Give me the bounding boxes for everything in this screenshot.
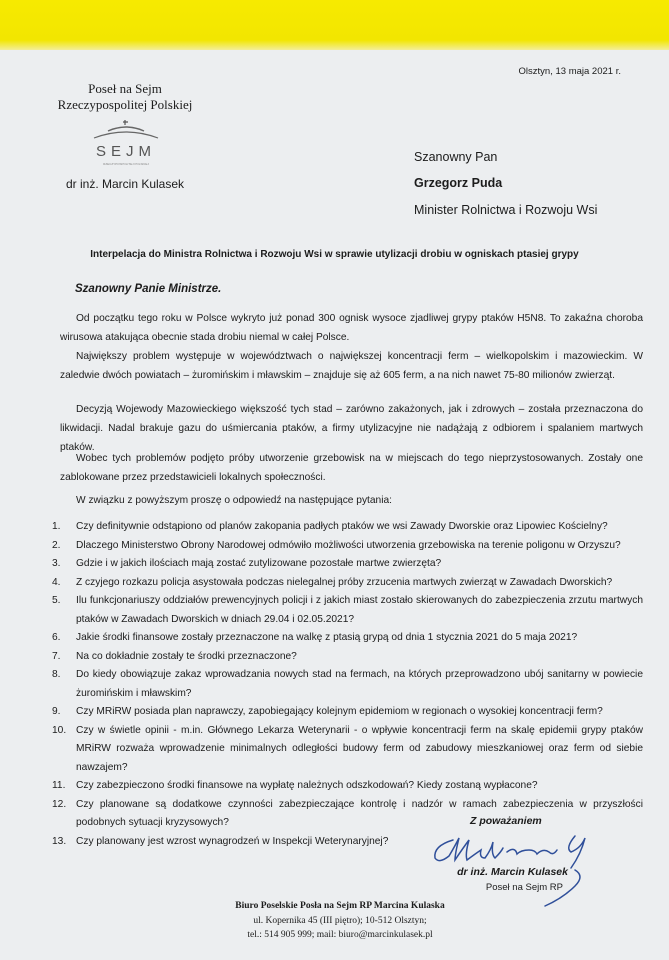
recipient-name: Grzegorz Puda bbox=[414, 176, 503, 190]
logo-subtext: RZECZYPOSPOLITEJ POLSKIEJ bbox=[103, 162, 149, 166]
question-number: 4. bbox=[52, 576, 61, 588]
question-number: 3. bbox=[52, 558, 61, 569]
logo-text: SEJM bbox=[95, 143, 157, 160]
paragraph: W związku z powyższym proszę o odpowiedź na następujące pytania: bbox=[76, 495, 392, 506]
recipient-position: Minister Rolnictwa i Rozwoju Wsi bbox=[414, 203, 598, 217]
question-item bbox=[52, 777, 643, 796]
signature-role: Poseł na Sejm RP bbox=[485, 882, 563, 893]
footer-office: Biuro Poselskie Posła na Sejm RP Marcina Kulaska bbox=[235, 901, 445, 911]
question-item bbox=[52, 796, 643, 833]
question-number: 5. bbox=[52, 595, 61, 606]
question-item bbox=[52, 555, 643, 574]
yellow-banner bbox=[0, 0, 669, 50]
question-item bbox=[52, 518, 643, 537]
question-number: 8. bbox=[52, 669, 61, 680]
question-text: Do kiedy obowiązuje zakaz wprowadzania nowych stad na fermach, na których przeprowadzono ubój sanitarny w powiecie żuromińskim i mławskim? bbox=[76, 669, 643, 699]
question-number: 1. bbox=[52, 521, 61, 532]
question-text: Z czyjego rozkazu policja asystowała podczas nielegalnej próby zrzucenia martwych zwierząt w Zawadach Dworskich? bbox=[76, 576, 613, 588]
letter-date: Olsztyn, 13 maja 2021 r. bbox=[518, 66, 621, 77]
letter-title: Interpelacja do Ministra Rolnictwa i Rozwoju Wsi w sprawie utylizacji drobiu w ogniskach ptasiej grypy bbox=[90, 249, 579, 260]
question-item bbox=[52, 722, 643, 778]
question-text: Ilu funkcjonariuszy oddziałów prewencyjnych policji i z jakich miast zostało skierowanych do zabezpieczenia zrzutu martwych ptaków w Zawadach Dworskich w dniach 29.04 i 02.05.2021? bbox=[76, 595, 643, 625]
question-number: 13. bbox=[52, 835, 67, 847]
question-number: 10. bbox=[52, 724, 67, 736]
sender-line-2: Rzeczypospolitej Polskiej bbox=[57, 97, 193, 112]
question-number: 11. bbox=[52, 780, 66, 791]
question-number: 2. bbox=[52, 539, 61, 551]
greeting: Szanowny Panie Ministrze. bbox=[75, 283, 222, 295]
question-item bbox=[52, 574, 643, 593]
questions-list bbox=[52, 518, 643, 851]
paragraph: Od początku tego roku w Polsce wykryto już ponad 300 ognisk wysoce zjadliwej grypy ptaków H5N8. To zakaźna choroba wirusowa atakująca obecnie stada drobiu niemal w całej Polsce. bbox=[60, 313, 643, 343]
sender-line-1: Poseł na Sejm bbox=[88, 81, 162, 96]
question-text: Dlaczego Ministerstwo Obrony Narodowej odmówiło możliwości utworzenia grzebowiska na terenie poligonu w Orzyszu? bbox=[76, 539, 621, 551]
office-footer bbox=[190, 899, 490, 943]
sejm-logo bbox=[88, 118, 164, 168]
question-number: 6. bbox=[52, 632, 61, 643]
question-item bbox=[52, 703, 643, 722]
sender-name: dr inż. Marcin Kulasek bbox=[65, 177, 185, 191]
footer-address: ul. Kopernika 45 (III piętro); 10-512 Olsztyn; bbox=[253, 915, 427, 926]
signature-name: dr inż. Marcin Kulasek bbox=[457, 866, 568, 878]
question-item bbox=[52, 629, 643, 648]
paragraph: Decyzją Wojewody Mazowieckiego większość tych stad – zarówno zakażonych, jak i zdrowych – została przeznaczona do likwidacji. Nadal brakuje gazu do uśmiercania ptaków, a firmy utylizacyjne nie nadążają z odbiorem i spalaniem martwych ptaków. bbox=[60, 404, 643, 453]
question-text: Na co dokładnie zostały te środki przeznaczone? bbox=[76, 650, 297, 662]
question-item bbox=[52, 648, 643, 667]
question-item bbox=[52, 666, 643, 703]
question-text: Czy w świetle opinii - m.in. Głównego Lekarza Weterynarii - o wpływie koncentracji ferm na skalę epidemii grypy ptaków MRiRW rozważa wprowadzenie minimalnych odległości budowy ferm od zabudowy mieszkaniowej oraz ferm od siebie nawzajem? bbox=[76, 724, 643, 773]
question-text: Gdzie i w jakich ilościach mają zostać zutylizowane pozostałe martwe zwierzęta? bbox=[76, 558, 442, 569]
recipient-salutation: Szanowny Pan bbox=[414, 150, 498, 164]
question-text: Czy planowane są dodatkowe czynności zabezpieczające kontrolę i nadzór w ramach zabezpieczenia w przyszłości podobnych sytuacji kryzysowych? bbox=[76, 798, 643, 828]
question-text: Czy definitywnie odstąpiono od planów zakopania padłych ptaków we wsi Zawady Dworskie oraz Lipowiec Kościelny? bbox=[76, 521, 608, 532]
question-number: 7. bbox=[52, 650, 61, 662]
paragraph: Wobec tych problemów podjęto próby utworzenie grzebowisk na w miejscach do tego nieprzystosowanych. Zostały one zablokowane przez przedstawicieli lokalnych społeczności. bbox=[60, 453, 643, 483]
question-text: Czy zabezpieczono środki finansowe na wypłatę należnych odszkodowań? Kiedy zostaną wypłacone? bbox=[76, 780, 538, 791]
question-item bbox=[52, 537, 643, 556]
question-number: 9. bbox=[52, 706, 61, 717]
footer-contact: tel.: 514 905 999; mail: biuro@marcinkulasek.pl bbox=[247, 930, 433, 940]
question-text: Jakie środki finansowe zostały przeznaczone na walkę z ptasią grypą od dnia 1 stycznia 2021 do 5 maja 2021? bbox=[76, 632, 578, 643]
question-number: 12. bbox=[52, 798, 67, 810]
paragraph: Największy problem występuje w województwach o największej koncentracji ferm – wielkopolskim i mazowieckim. W zaledwie dwóch powiatach – żuromińskim i mławskim – znajduje się aż 605 ferm, a na nich nawet 75-80 milionów zwierząt. bbox=[60, 351, 643, 381]
question-item bbox=[52, 592, 643, 629]
question-text: Czy MRiRW posiada plan naprawczy, zapobiegający kolejnym epidemiom w regionach o wysokiej koncentracji ferm? bbox=[76, 706, 603, 717]
question-text: Czy planowany jest wzrost wynagrodzeń w Inspekcji Weterynaryjnej? bbox=[76, 835, 389, 847]
closing: Z poważaniem bbox=[470, 815, 542, 827]
sender-header bbox=[35, 81, 215, 113]
